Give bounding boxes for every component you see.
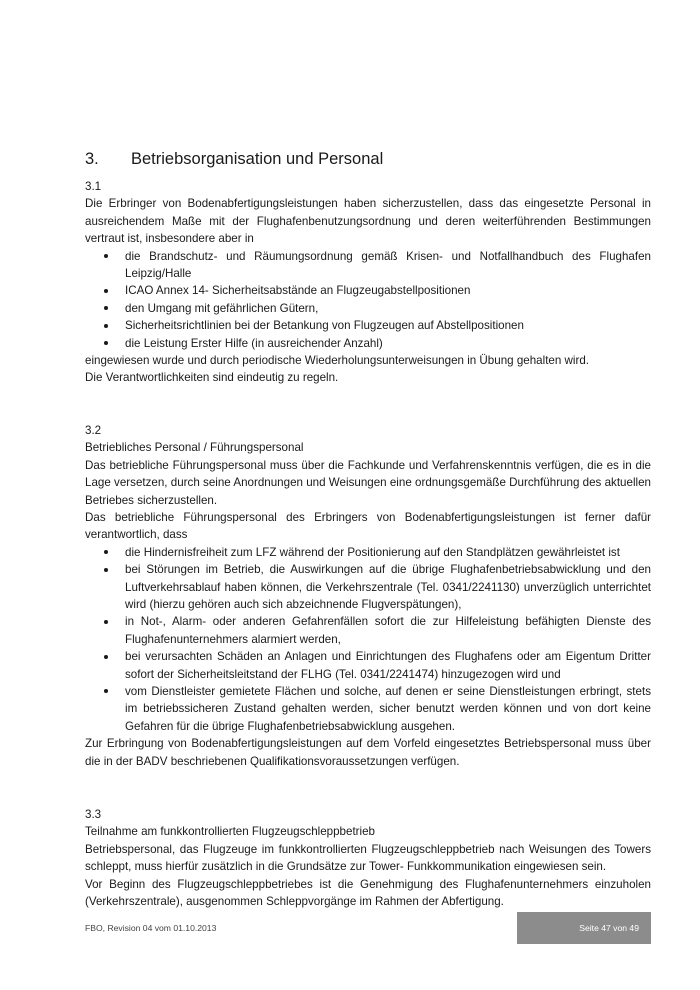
s31-intro: Die Erbringer von Bodenabfertigungsleistungen haben sicherzustellen, dass das eingesetzte Personal in ausreichendem Maße mit der Flughafenbenutzungsordnung und deren weiterführenden Bestimmungen vertraut ist, insbesondere aber in [85,197,651,246]
subsection-number-3-3: 3.3 [85,808,102,821]
list-item: bei verursachten Schäden an Anlagen und Einrichtungen des Flughafens oder am Eigentum Dritter sofort der Sicherheitsleitstand der FLHG (Tel. 0341/2241474) hinzugezogen wird und [85,648,651,683]
list-item: den Umgang mit gefährlichen Gütern, [85,300,651,317]
s31-bullet-list [85,248,651,352]
list-item: die Leistung Erster Hilfe (in ausreichender Anzahl) [85,335,651,352]
s32-bullet-list [85,544,651,735]
footer-revision: FBO, Revision 04 vom 01.10.2013 [85,923,217,933]
s33-para-1: Betriebspersonal, das Flugzeuge im funkkontrollierten Flugzeugschleppbetrieb nach Weisungen des Towers schleppt, muss hierfür zusätzlich in die Grundsätze zur Tower- Funkkommunikation eingewiesen sein. [85,842,651,874]
list-item: in Not-, Alarm- oder anderen Gefahrenfällen sofort die zur Hilfeleistung befähigten Dienste des Flughafenunternehmers alarmiert werden, [85,613,651,648]
list-item: vom Dienstleister gemietete Flächen und solche, auf denen er seine Dienstleistungen erbringt, stets im betriebssicheren Zustand gehalten werden, sicher benutzt werden können und von dort keine Gefahren für die übrige Flughafenbetriebsabwicklung ausgehen. [85,683,651,735]
list-item: die Brandschutz- und Räumungsordnung gemäß Krisen- und Notfallhandbuch des Flughafen Leipzig/Halle [85,248,651,283]
list-item: bei Störungen im Betrieb, die Auswirkungen auf die übrige Flughafenbetriebsabwicklung und den Luftverkehrsablauf haben können, die Verkehrszentrale (Tel. 0341/2241130) unverzüglich unterrichtet wird (hierzu gehören auch sich abzeichnende Flugverspätungen), [85,561,651,613]
s31-outro-1: eingewiesen wurde und durch periodische Wiederholungsunterweisungen in Übung gehalten wird. [85,354,590,368]
s31-outro-2: Die Verantwortlichkeiten sind eindeutig zu regeln. [85,371,339,385]
subsection-number-3-2: 3.2 [85,423,102,437]
section-number: 3. [85,150,99,168]
subsection-title-3-3: Teilnahme am funkkontrollierten Flugzeugschleppbetrieb [85,825,376,839]
page-number-label: Seite 47 von 49 [579,923,639,933]
section-heading [85,148,651,170]
list-item: Sicherheitsrichtlinien bei der Betankung von Flugzeugen auf Abstellpositionen [85,317,651,334]
document-body [85,148,651,910]
s33-para-2: Vor Beginn des Flugzeugschleppbetriebes ist die Genehmigung des Flughafenunternehmers einzuholen (Verkehrszentrale), ausgenommen Schleppvorgänge im Rahmen der Abfertigung. [85,877,651,909]
list-item: ICAO Annex 14- Sicherheitsabstände an Flugzeugabstellpositionen [85,282,651,299]
footer-page-number [517,912,651,944]
subsection-number-3-1: 3.1 [85,180,102,193]
s32-para-1: Das betriebliche Führungspersonal muss über die Fachkunde und Verfahrenskenntnis verfügen, die es in die Lage versetzen, durch seine Anordnungen und Weisungen eine ordnungsgemäße Durchführung des aktuellen Betriebes sicherzustellen. [85,458,651,507]
subsection-title-3-2: Betriebliches Personal / Führungspersonal [85,441,304,455]
s32-para-2: Das betriebliche Führungspersonal des Erbringers von Bodenabfertigungsleistungen ist ferner dafür verantwortlich, dass [85,510,651,542]
s32-para-3: Zur Erbringung von Bodenabfertigungsleistungen auf dem Vorfeld eingesetztes Betriebspersonal muss über die in der BADV beschriebenen Qualifikationsvoraussetzungen verfügen. [85,737,651,768]
list-item: die Hindernisfreiheit zum LFZ während der Positionierung auf den Standplätzen gewährleistet ist [85,544,651,561]
section-title: Betriebsorganisation und Personal [131,150,384,168]
